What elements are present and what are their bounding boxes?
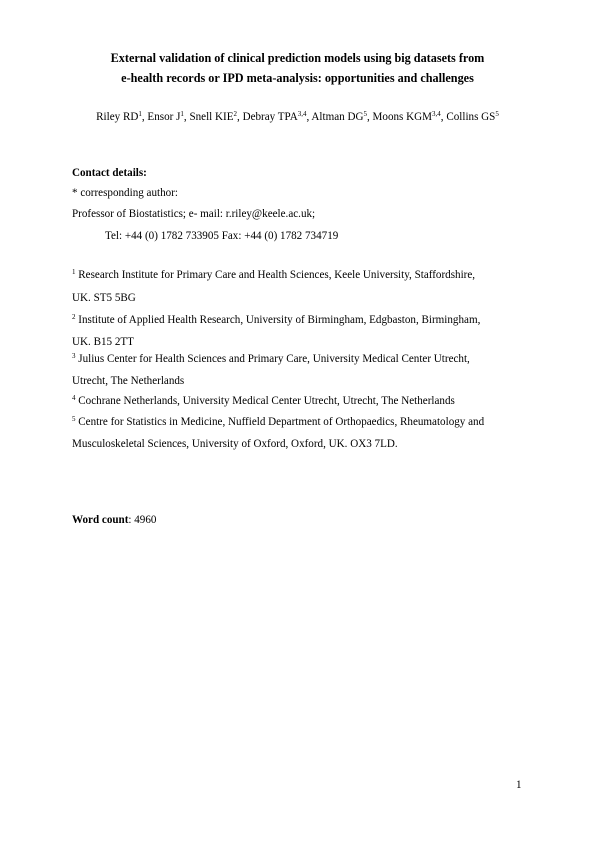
author	[446, 111, 499, 123]
author-affiliation-mark: 5	[495, 110, 499, 118]
author-affiliation-mark: 2	[233, 110, 238, 118]
author	[189, 111, 242, 123]
author	[147, 111, 189, 123]
affiliation-number: 2	[72, 313, 76, 321]
affiliation-2-line-1	[72, 313, 480, 327]
author-separator: ,	[141, 111, 148, 123]
author-affiliation-mark: 3,4	[297, 110, 307, 118]
affiliation-3-line-2: Utrecht, The Netherlands	[72, 375, 185, 387]
paper-title-line-2: e-health records or IPD meta-analysis: opportunities and challenges	[121, 71, 474, 85]
affiliation-5-line-1	[72, 415, 484, 429]
affiliation-1-line-1	[72, 268, 475, 282]
corresponding-author-email: Professor of Biostatistics; e- mail: r.riley@keele.ac.uk;	[72, 208, 316, 220]
author-separator: ,	[367, 111, 373, 123]
affiliation-number: 5	[72, 415, 76, 423]
word-count	[72, 513, 156, 527]
affiliation-text: Julius Center for Health Sciences and Primary Care, University Medical Center Utrecht,	[75, 353, 470, 365]
affiliation-text: Cochrane Netherlands, University Medical Center Utrecht, Utrecht, The Netherlands	[75, 395, 455, 407]
affiliation-number: 3	[72, 352, 76, 360]
author-name: Snell KIE	[189, 111, 234, 123]
author-name: Collins GS	[446, 111, 496, 123]
author-separator: ,	[306, 111, 312, 123]
author-separator: ,	[183, 111, 190, 123]
author	[311, 111, 372, 123]
affiliation-text: Centre for Statistics in Medicine, Nuffield Department of Orthopaedics, Rheumatology and	[75, 416, 485, 428]
author-name: Ensor J	[147, 111, 181, 123]
author-affiliation-mark: 1	[138, 110, 142, 118]
author-separator: ,	[237, 111, 243, 123]
author-affiliation-mark: 1	[180, 110, 184, 118]
affiliation-number: 1	[72, 268, 76, 276]
word-count-value: : 4960	[128, 514, 157, 526]
author-name: Altman DG	[311, 111, 364, 123]
author-name: Moons KGM	[372, 111, 433, 123]
author-separator: ,	[440, 111, 447, 123]
affiliation-number: 4	[72, 394, 76, 402]
affiliation-3-line-1	[72, 352, 470, 366]
affiliation-2-line-2: UK. B15 2TT	[72, 336, 134, 348]
author-list	[30, 111, 565, 123]
author	[373, 111, 447, 123]
author-name: Debray TPA	[242, 111, 298, 123]
author	[96, 111, 147, 123]
affiliation-text: Institute of Applied Health Research, University of Birmingham, Edgbaston, Birmingham,	[75, 314, 481, 326]
affiliation-4-line-1	[72, 394, 455, 408]
author-affiliation-mark: 3,4	[432, 110, 441, 118]
page-number: 1	[516, 779, 522, 791]
paper-title	[40, 48, 555, 88]
author-name: Riley RD	[96, 111, 139, 123]
corresponding-author-label: * corresponding author:	[72, 187, 178, 199]
paper-title-line-1: External validation of clinical prediction models using big datasets from	[110, 51, 485, 65]
affiliation-5-line-2: Musculoskeletal Sciences, University of Oxford, Oxford, UK. OX3 7LD.	[72, 438, 398, 450]
author	[243, 111, 312, 123]
word-count-label: Word count	[72, 514, 129, 526]
affiliation-text: Research Institute for Primary Care and Health Sciences, Keele University, Staffordshire,	[75, 269, 476, 281]
affiliation-1-line-2: UK. ST5 5BG	[72, 292, 136, 304]
author-affiliation-mark: 5	[363, 110, 367, 118]
contact-heading: Contact details:	[72, 167, 147, 179]
corresponding-author-phone: Tel: +44 (0) 1782 733905 Fax: +44 (0) 1782 734719	[105, 230, 339, 242]
